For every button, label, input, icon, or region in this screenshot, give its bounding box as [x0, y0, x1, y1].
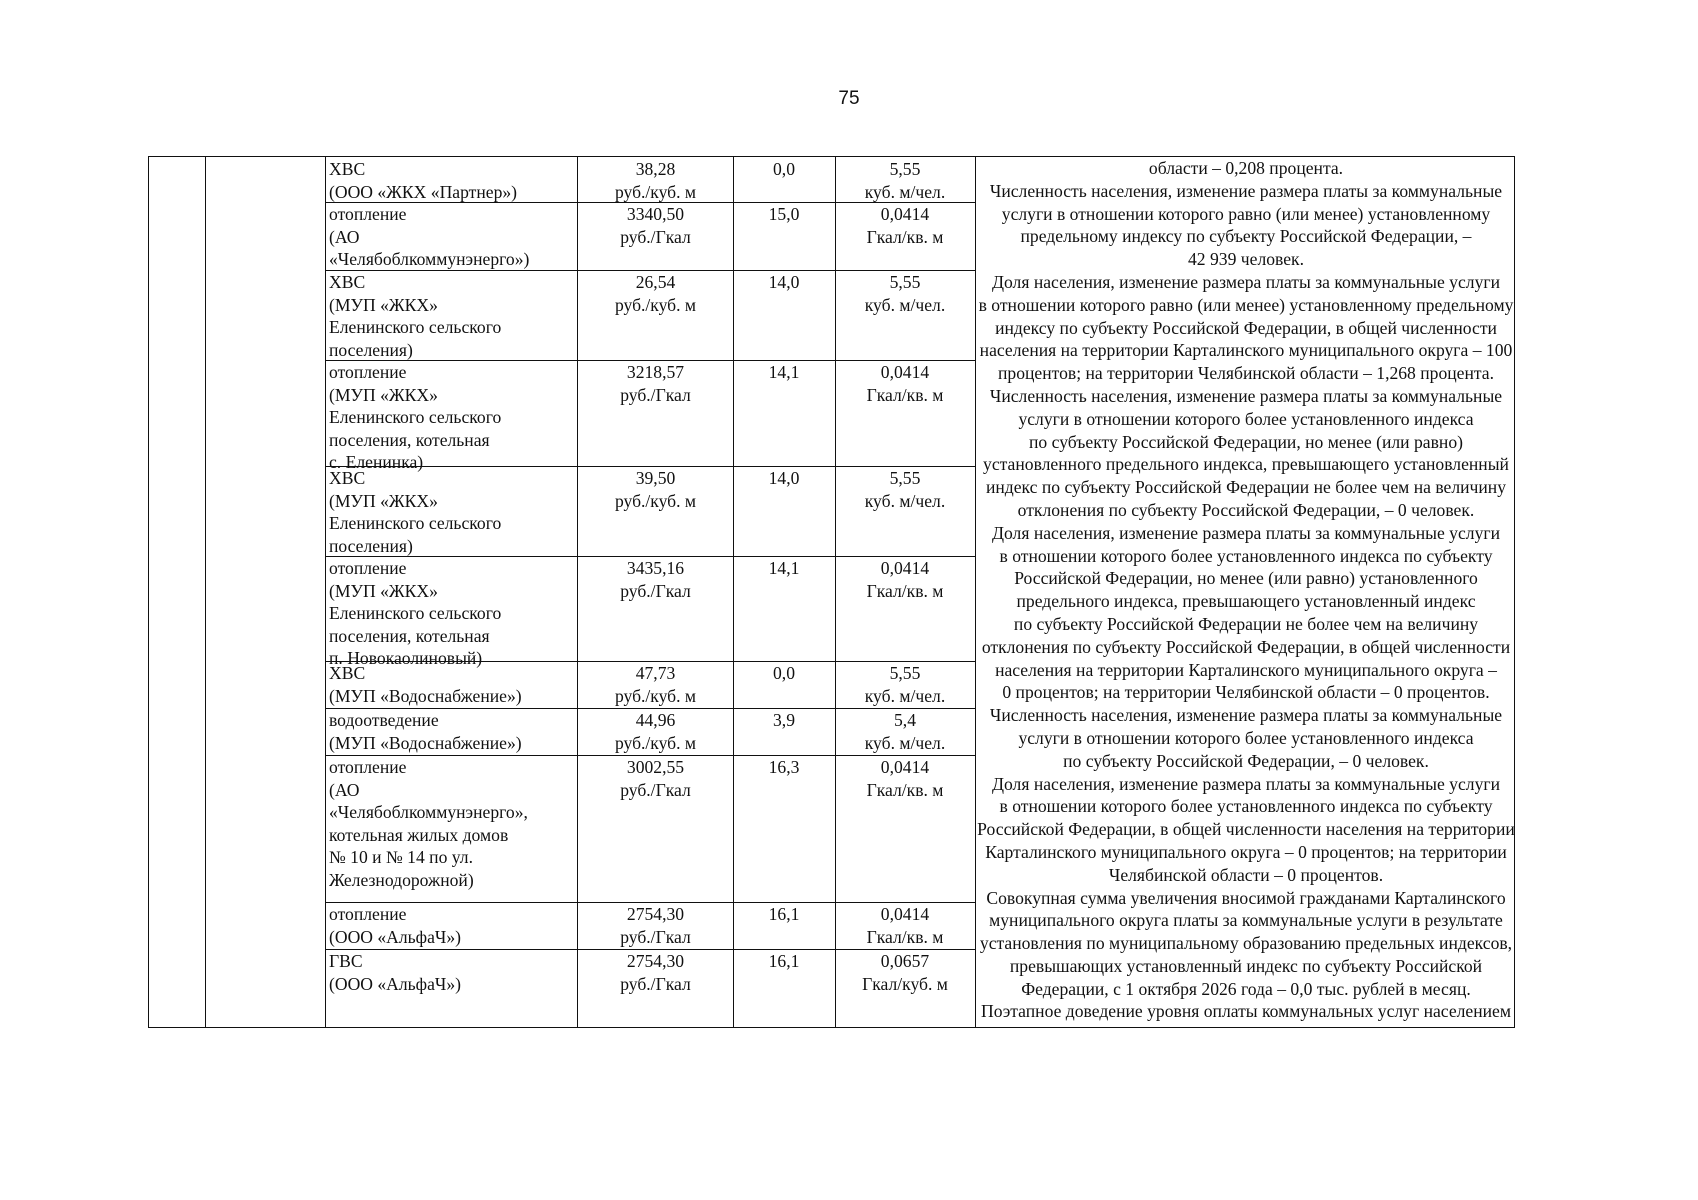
service-provider-cell-line: поселения, котельная	[329, 625, 490, 646]
row-divider	[325, 466, 976, 467]
tariff-cell	[578, 756, 733, 801]
row-divider	[325, 708, 976, 709]
text-line: Российской Федерации, в общей численности населения на территории	[977, 819, 1515, 840]
row-divider	[325, 902, 976, 903]
consumption-norm-cell-line: 0,0414	[880, 904, 930, 924]
text-line: в отношении которого равно (или менее) установленному предельному	[978, 294, 1514, 315]
text-line: области – 0,208 процента.	[1148, 158, 1344, 178]
tariff-cell	[578, 271, 733, 316]
row-divider	[325, 360, 976, 361]
tariff-table	[148, 156, 1515, 1028]
tariff-cell	[578, 903, 733, 948]
consumption-norm-cell-line: 5,4	[894, 710, 916, 730]
tariff-cell-line: 3435,16	[626, 558, 685, 578]
consumption-norm-cell-line: Гкал/кв. м	[866, 580, 944, 601]
increase-percent-cell	[733, 158, 835, 181]
tariff-cell	[578, 361, 733, 406]
service-provider-cell	[329, 557, 577, 670]
text-line: в отношении которого более установленного индекса по субъекту	[999, 796, 1493, 817]
tariff-cell-line: 2754,30	[626, 904, 685, 924]
tariff-cell	[578, 158, 733, 203]
tariff-cell-line: руб./куб. м	[614, 181, 697, 202]
text-line: превышающих установленный индекс по субъекту Российской	[1009, 955, 1483, 976]
text-line: процентов; на территории Челябинской области – 1,268 процента.	[997, 363, 1495, 384]
consumption-norm-cell	[835, 467, 975, 512]
service-provider-cell-line: (МУП «ЖКХ»	[329, 384, 438, 405]
tariff-cell-line: руб./Гкал	[620, 973, 691, 994]
service-provider-cell-line: водоотведение	[329, 710, 439, 730]
consumption-norm-cell-line: 0,0657	[880, 951, 930, 971]
service-provider-cell	[329, 756, 577, 892]
text-line: индекс по субъекту Российской Федерации не более чем на величину	[985, 477, 1507, 498]
service-provider-cell-line: ГВС	[329, 951, 363, 971]
increase-percent-cell-line: 16,1	[768, 904, 800, 924]
consumption-norm-cell	[835, 709, 975, 754]
consumption-norm-cell-line: куб. м/чел.	[864, 294, 946, 315]
tariff-cell-line: руб./куб. м	[614, 490, 697, 511]
text-line: по субъекту Российской Федерации, – 0 человек.	[1063, 750, 1429, 771]
text-line: Численность населения, изменение размера платы за коммунальные	[989, 385, 1503, 406]
text-line: 42 939 человек.	[1188, 249, 1304, 270]
tariff-cell	[578, 467, 733, 512]
column-divider	[975, 157, 976, 1027]
text-line: Карталинского муниципального округа – 0 процентов; на территории	[985, 841, 1507, 862]
tariff-cell-line: 47,73	[635, 663, 676, 683]
column-divider	[205, 157, 206, 1027]
text-line: Российской Федерации, но менее (или равно) установленного	[1014, 568, 1478, 589]
increase-percent-cell-line: 0,0	[773, 159, 795, 179]
row-divider	[325, 661, 976, 662]
service-provider-cell	[329, 271, 577, 361]
text-line: услуги в отношении которого более установленного индекса	[1018, 408, 1474, 429]
page-number: 75	[838, 88, 860, 109]
service-provider-cell-line: котельная жилых домов	[329, 824, 509, 845]
service-provider-cell-line: поселения)	[329, 339, 413, 360]
tariff-cell-line: 44,96	[635, 710, 676, 730]
increase-percent-cell-line: 3,9	[773, 710, 795, 730]
text-line: Доля населения, изменение размера платы за коммунальные услуги	[991, 522, 1500, 543]
service-provider-cell-line: поселения)	[329, 535, 413, 556]
service-provider-cell	[329, 467, 577, 557]
increase-percent-cell-line: 14,1	[768, 558, 800, 578]
consumption-norm-cell-line: Гкал/кв. м	[866, 779, 944, 800]
increase-percent-cell-line: 14,0	[768, 468, 800, 488]
consumption-norm-cell-line: 5,55	[889, 468, 921, 488]
tariff-cell-line: руб./Гкал	[620, 926, 691, 947]
increase-percent-cell-line: 14,1	[768, 362, 800, 382]
consumption-norm-cell	[835, 361, 975, 406]
population-text-column	[977, 157, 1515, 1023]
consumption-norm-cell	[835, 756, 975, 801]
tariff-cell	[578, 950, 733, 995]
service-provider-cell-line: (ООО «ЖКХ «Партнер»)	[329, 181, 518, 202]
service-provider-cell-line: (МУП «Водоснабжение»)	[329, 685, 522, 706]
service-provider-cell-line: отопление	[329, 558, 407, 578]
tariff-cell-line: руб./куб. м	[614, 732, 697, 753]
tariff-cell-line: 2754,30	[626, 951, 685, 971]
text-line: Численность населения, изменение размера платы за коммунальные	[989, 705, 1503, 726]
row-divider	[325, 202, 976, 203]
tariff-cell-line: 26,54	[635, 272, 676, 292]
text-line: индексу по субъекту Российской Федерации, в общей численности	[995, 317, 1497, 338]
increase-percent-cell	[733, 467, 835, 490]
increase-percent-cell	[733, 662, 835, 685]
service-provider-cell-line: с. Еленинка)	[329, 452, 424, 473]
consumption-norm-cell	[835, 557, 975, 602]
consumption-norm-cell-line: куб. м/чел.	[864, 181, 946, 202]
increase-percent-cell	[733, 709, 835, 732]
tariff-cell-line: 3340,50	[626, 204, 685, 224]
service-provider-cell-line: Еленинского сельского	[329, 513, 502, 534]
text-line: муниципального округа платы за коммунальные услуги в результате	[989, 910, 1503, 931]
text-line: отклонения по субъекту Российской Федерации, – 0 человек.	[1017, 499, 1475, 520]
text-line: предельному индексу по субъекту Российской Федерации, –	[1020, 226, 1472, 247]
consumption-norm-cell-line: Гкал/куб. м	[862, 973, 948, 994]
text-line: Челябинской области – 0 процентов.	[1108, 864, 1384, 885]
consumption-norm-cell-line: Гкал/кв. м	[866, 226, 944, 247]
service-provider-cell-line: отопление	[329, 362, 407, 382]
service-provider-cell-line: отопление	[329, 904, 407, 924]
service-provider-cell-line: поселения, котельная	[329, 429, 490, 450]
service-provider-cell-line: ХВС	[329, 272, 366, 292]
tariff-cell-line: 39,50	[635, 468, 676, 488]
service-provider-cell-line: «Челябоблкоммунэнерго»)	[329, 249, 530, 270]
text-line: Численность населения, изменение размера платы за коммунальные	[989, 180, 1503, 201]
service-provider-cell-line: п. Новокаолиновый)	[329, 648, 483, 669]
text-line: по субъекту Российской Федерации не более чем на величину	[1013, 613, 1479, 634]
consumption-norm-cell-line: 5,55	[889, 663, 921, 683]
text-line: Поэтапное доведение уровня оплаты коммунальных услуг населением	[981, 1001, 1511, 1022]
increase-percent-cell	[733, 203, 835, 226]
tariff-cell-line: руб./Гкал	[620, 580, 691, 601]
row-divider	[325, 270, 976, 271]
increase-percent-cell-line: 15,0	[768, 204, 800, 224]
text-line: в отношении которого более установленного индекса по субъекту	[999, 545, 1493, 566]
consumption-norm-cell	[835, 950, 975, 995]
text-line: услуги в отношении которого равно (или менее) установленному	[1001, 203, 1491, 224]
consumption-norm-cell	[835, 903, 975, 948]
text-line: Федерации, с 1 октября 2026 года – 0,0 тыс. рублей в месяц.	[1021, 978, 1471, 999]
service-provider-cell-line: (ООО «АльфаЧ»)	[329, 926, 461, 947]
increase-percent-cell	[733, 271, 835, 294]
text-line: услуги в отношении которого более установленного индекса	[1018, 727, 1474, 748]
service-provider-cell-line: отопление	[329, 204, 407, 224]
service-provider-cell-line: отопление	[329, 757, 407, 777]
row-divider	[325, 949, 976, 950]
text-line: отклонения по субъекту Российской Федерации, в общей численности	[981, 636, 1511, 657]
increase-percent-cell-line: 14,0	[768, 272, 800, 292]
service-provider-cell-line: (МУП «Водоснабжение»)	[329, 732, 522, 753]
increase-percent-cell-line: 16,1	[768, 951, 800, 971]
service-provider-cell	[329, 158, 577, 203]
increase-percent-cell	[733, 903, 835, 926]
service-provider-cell-line: № 10 и № 14 по ул.	[329, 847, 473, 868]
text-line: населения на территории Карталинского муниципального округа – 100	[979, 340, 1513, 361]
service-provider-cell-line: ХВС	[329, 468, 366, 488]
tariff-cell	[578, 709, 733, 754]
tariff-cell-line: руб./куб. м	[614, 294, 697, 315]
increase-percent-cell	[733, 557, 835, 580]
tariff-cell-line: 3002,55	[626, 757, 685, 777]
text-line: Доля населения, изменение размера платы за коммунальные услуги	[991, 271, 1500, 292]
service-provider-cell-line: Еленинского сельского	[329, 407, 502, 428]
consumption-norm-cell-line: куб. м/чел.	[864, 685, 946, 706]
service-provider-cell-line: ХВС	[329, 663, 366, 683]
service-provider-cell-line: ХВС	[329, 159, 366, 179]
tariff-cell	[578, 203, 733, 248]
text-line: 0 процентов; на территории Челябинской области – 0 процентов.	[1002, 682, 1490, 703]
text-line: предельного индекса, превышающего установленный индекс	[1016, 591, 1476, 612]
service-provider-cell-line: (АО	[329, 226, 360, 247]
consumption-norm-cell	[835, 158, 975, 203]
increase-percent-cell-line: 16,3	[768, 757, 800, 777]
tariff-cell-line: 38,28	[635, 159, 676, 179]
service-provider-cell-line: Еленинского сельского	[329, 317, 502, 338]
service-provider-cell-line: Железнодорожной)	[329, 869, 474, 890]
tariff-cell-line: руб./куб. м	[614, 685, 697, 706]
column-divider	[325, 157, 326, 1027]
consumption-norm-cell-line: куб. м/чел.	[864, 490, 946, 511]
increase-percent-cell	[733, 950, 835, 973]
tariff-cell-line: руб./Гкал	[620, 779, 691, 800]
text-line: по субъекту Российской Федерации, но менее (или равно)	[1029, 431, 1463, 452]
service-provider-cell-line: (МУП «ЖКХ»	[329, 580, 438, 601]
consumption-norm-cell	[835, 662, 975, 707]
consumption-norm-cell-line: Гкал/кв. м	[866, 384, 944, 405]
text-line: установления по муниципальному образованию предельных индексов,	[979, 933, 1513, 954]
row-divider	[325, 556, 976, 557]
service-provider-cell	[329, 203, 577, 271]
increase-percent-cell	[733, 756, 835, 779]
service-provider-cell	[329, 709, 577, 754]
text-line: установленного предельного индекса, превышающего установленный	[983, 454, 1509, 475]
consumption-norm-cell	[835, 271, 975, 316]
service-provider-cell-line: (АО	[329, 779, 360, 800]
consumption-norm-cell-line: Гкал/кв. м	[866, 926, 944, 947]
consumption-norm-cell	[835, 203, 975, 248]
row-divider	[325, 755, 976, 756]
consumption-norm-cell-line: 5,55	[889, 272, 921, 292]
tariff-cell	[578, 557, 733, 602]
service-provider-cell-line: (ООО «АльфаЧ»)	[329, 973, 461, 994]
text-line: Доля населения, изменение размера платы за коммунальные услуги	[991, 773, 1500, 794]
tariff-cell	[578, 662, 733, 707]
service-provider-cell	[329, 950, 577, 995]
service-provider-cell	[329, 903, 577, 948]
text-line: населения на территории Карталинского муниципального округа –	[995, 659, 1497, 680]
service-provider-cell	[329, 662, 577, 707]
consumption-norm-cell-line: 0,0414	[880, 362, 930, 382]
service-provider-cell-line: Еленинского сельского	[329, 603, 502, 624]
consumption-norm-cell-line: 5,55	[889, 159, 921, 179]
text-line: Совокупная сумма увеличения вносимой гражданами Карталинского	[986, 887, 1506, 908]
consumption-norm-cell-line: 0,0414	[880, 204, 930, 224]
tariff-cell-line: руб./Гкал	[620, 226, 691, 247]
tariff-cell-line: 3218,57	[626, 362, 685, 382]
tariff-cell-line: руб./Гкал	[620, 384, 691, 405]
service-provider-cell-line: (МУП «ЖКХ»	[329, 490, 438, 511]
service-provider-cell	[329, 361, 577, 474]
increase-percent-cell-line: 0,0	[773, 663, 795, 683]
consumption-norm-cell-line: 0,0414	[880, 558, 930, 578]
service-provider-cell-line: (МУП «ЖКХ»	[329, 294, 438, 315]
increase-percent-cell	[733, 361, 835, 384]
consumption-norm-cell-line: куб. м/чел.	[864, 732, 946, 753]
consumption-norm-cell-line: 0,0414	[880, 757, 930, 777]
service-provider-cell-line: «Челябоблкоммунэнерго»,	[329, 802, 528, 823]
